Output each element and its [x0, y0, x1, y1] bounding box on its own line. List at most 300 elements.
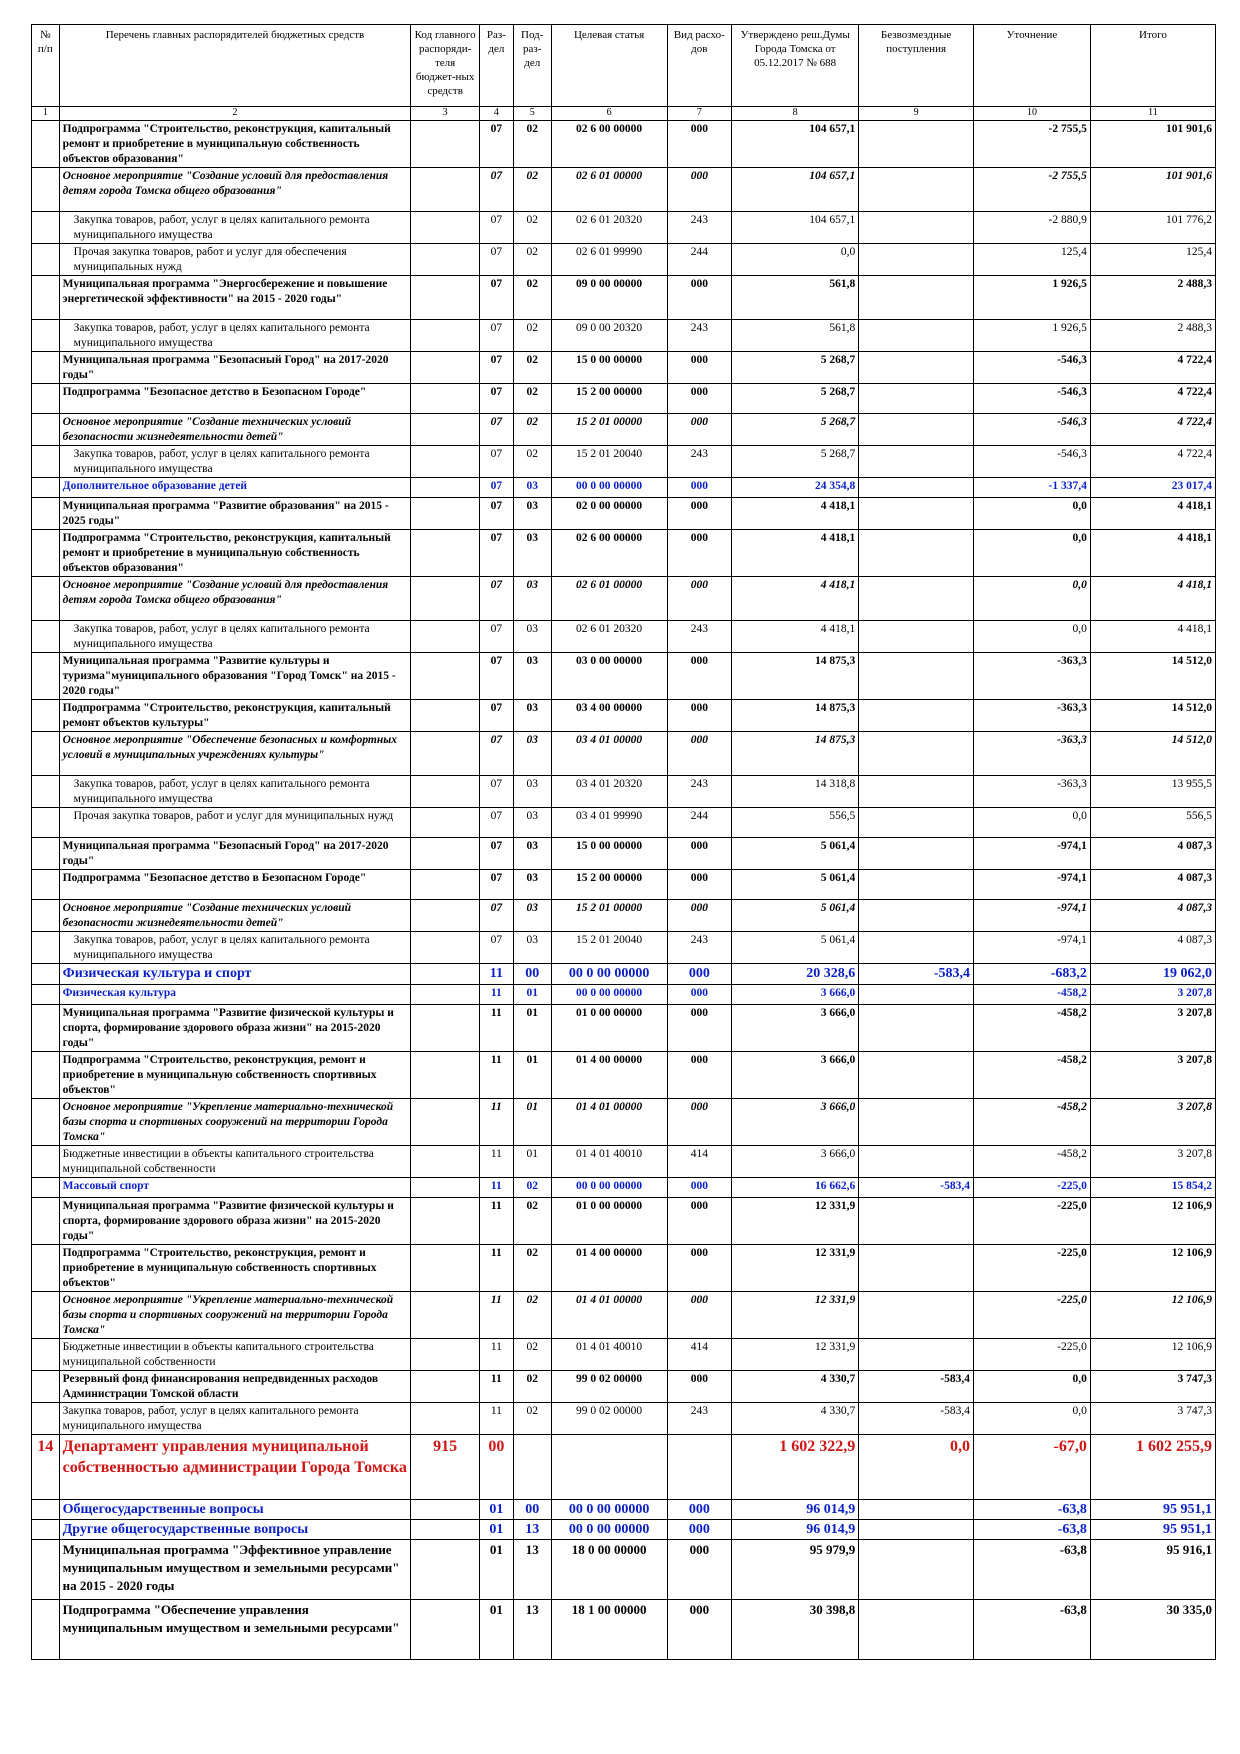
- row-number: [32, 121, 60, 168]
- row-target-article: 09 0 00 20320: [551, 320, 667, 352]
- row-expense-type: 000: [667, 1099, 732, 1146]
- row-approved: 3 666,0: [732, 985, 859, 1005]
- row-name: Подпрограмма "Строительство, реконструкция, ремонт и приобретение в муниципальную собственность спортивных объектов": [59, 1245, 411, 1292]
- row-podrazdel: 13: [513, 1540, 551, 1600]
- row-razdel: 07: [479, 168, 513, 212]
- row-expense-type: [667, 1435, 732, 1500]
- row-name: Основное мероприятие "Обеспечение безопасных и комфортных условий в муниципальных учреждениях культуры": [59, 732, 411, 776]
- row-itogo: 14 512,0: [1090, 653, 1215, 700]
- row-name: Общегосударственные вопросы: [59, 1500, 411, 1520]
- row-utochnenie: -225,0: [974, 1292, 1091, 1339]
- row-bezvozmezdnye: [859, 212, 974, 244]
- row-bezvozmezdnye: [859, 121, 974, 168]
- row-expense-type: 000: [667, 1540, 732, 1600]
- row-expense-type: 000: [667, 870, 732, 900]
- row-number: [32, 276, 60, 320]
- row-utochnenie: -458,2: [974, 1052, 1091, 1099]
- row-target-article: 03 4 01 99990: [551, 808, 667, 838]
- row-utochnenie: -974,1: [974, 932, 1091, 964]
- row-expense-type: 000: [667, 964, 732, 985]
- row-name: Муниципальная программа "Развитие образования" на 2015 - 2025 годы": [59, 498, 411, 530]
- row-razdel: 07: [479, 384, 513, 414]
- row-number: [32, 870, 60, 900]
- row-code: [411, 1198, 480, 1245]
- row-approved: 104 657,1: [732, 212, 859, 244]
- row-approved: 5 061,4: [732, 900, 859, 932]
- column-number: 4: [479, 107, 513, 121]
- row-razdel: 07: [479, 276, 513, 320]
- row-name: Закупка товаров, работ, услуг в целях капитального ремонта муниципального имущества: [59, 320, 411, 352]
- row-itogo: 4 722,4: [1090, 446, 1215, 478]
- row-code: 915: [411, 1435, 480, 1500]
- row-razdel: 07: [479, 900, 513, 932]
- row-target-article: 02 6 01 99990: [551, 244, 667, 276]
- row-approved: 12 331,9: [732, 1292, 859, 1339]
- row-utochnenie: 0,0: [974, 498, 1091, 530]
- row-expense-type: 243: [667, 446, 732, 478]
- row-itogo: 101 901,6: [1090, 168, 1215, 212]
- row-approved: 14 318,8: [732, 776, 859, 808]
- row-utochnenie: -546,3: [974, 384, 1091, 414]
- row-itogo: 13 955,5: [1090, 776, 1215, 808]
- row-podrazdel: 03: [513, 808, 551, 838]
- row-name: Подпрограмма "Строительство, реконструкция, капитальный ремонт объектов культуры": [59, 700, 411, 732]
- row-bezvozmezdnye: [859, 320, 974, 352]
- row-bezvozmezdnye: [859, 577, 974, 621]
- row-podrazdel: 03: [513, 478, 551, 498]
- row-itogo: 3 207,8: [1090, 1146, 1215, 1178]
- row-podrazdel: 02: [513, 1292, 551, 1339]
- row-itogo: 23 017,4: [1090, 478, 1215, 498]
- row-bezvozmezdnye: -583,4: [859, 964, 974, 985]
- row-expense-type: 000: [667, 352, 732, 384]
- row-utochnenie: -2 755,5: [974, 168, 1091, 212]
- row-itogo: 2 488,3: [1090, 276, 1215, 320]
- row-name: Муниципальная программа "Эффективное управление муниципальным имуществом и земельными ресурсами" на 2015 - 2020 годы: [59, 1540, 411, 1600]
- row-approved: 104 657,1: [732, 121, 859, 168]
- row-approved: 5 061,4: [732, 870, 859, 900]
- row-name: Физическая культура и спорт: [59, 964, 411, 985]
- row-target-article: 01 0 00 00000: [551, 1005, 667, 1052]
- row-bezvozmezdnye: [859, 1520, 974, 1540]
- row-target-article: 00 0 00 00000: [551, 1500, 667, 1520]
- row-target-article: 09 0 00 00000: [551, 276, 667, 320]
- row-utochnenie: -2 755,5: [974, 121, 1091, 168]
- row-expense-type: 000: [667, 1178, 732, 1198]
- row-itogo: 14 512,0: [1090, 700, 1215, 732]
- table-row: [32, 244, 1216, 276]
- row-bezvozmezdnye: [859, 1005, 974, 1052]
- row-code: [411, 1052, 480, 1099]
- row-code: [411, 1500, 480, 1520]
- row-utochnenie: 0,0: [974, 577, 1091, 621]
- row-code: [411, 1245, 480, 1292]
- row-number: [32, 244, 60, 276]
- row-name: Основное мероприятие "Укрепление материально-технической базы спорта и спортивных сооружений на территории Города Томска": [59, 1099, 411, 1146]
- row-bezvozmezdnye: [859, 621, 974, 653]
- row-expense-type: 414: [667, 1146, 732, 1178]
- column-number: 2: [59, 107, 411, 121]
- row-utochnenie: 0,0: [974, 808, 1091, 838]
- row-itogo: 14 512,0: [1090, 732, 1215, 776]
- row-utochnenie: -225,0: [974, 1198, 1091, 1245]
- row-itogo: 3 207,8: [1090, 1099, 1215, 1146]
- row-code: [411, 900, 480, 932]
- row-target-article: 00 0 00 00000: [551, 1178, 667, 1198]
- row-target-article: 02 6 01 00000: [551, 168, 667, 212]
- table-row: [32, 1005, 1216, 1052]
- row-expense-type: 244: [667, 244, 732, 276]
- column-number-row: [32, 107, 1216, 121]
- row-expense-type: 000: [667, 700, 732, 732]
- row-number: [32, 1245, 60, 1292]
- row-number: [32, 446, 60, 478]
- table-row: [32, 1371, 1216, 1403]
- row-bezvozmezdnye: -583,4: [859, 1371, 974, 1403]
- row-number: 14: [32, 1435, 60, 1500]
- row-target-article: 15 2 00 00000: [551, 384, 667, 414]
- row-code: [411, 1371, 480, 1403]
- row-podrazdel: 13: [513, 1520, 551, 1540]
- header-row: [32, 25, 1216, 107]
- table-row: [32, 932, 1216, 964]
- row-razdel: 11: [479, 1146, 513, 1178]
- row-itogo: 4 087,3: [1090, 900, 1215, 932]
- row-code: [411, 352, 480, 384]
- row-razdel: 11: [479, 1339, 513, 1371]
- row-name: Муниципальная программа "Энергосбережение и повышение энергетической эффективности" на 2015 - 2020 годы": [59, 276, 411, 320]
- row-expense-type: 000: [667, 1520, 732, 1540]
- row-number: [32, 1198, 60, 1245]
- table-row: [32, 776, 1216, 808]
- row-expense-type: 000: [667, 1198, 732, 1245]
- row-podrazdel: 00: [513, 1500, 551, 1520]
- row-podrazdel: 00: [513, 964, 551, 985]
- budget-table: [31, 24, 1216, 1660]
- row-expense-type: 243: [667, 1403, 732, 1435]
- row-approved: 556,5: [732, 808, 859, 838]
- row-bezvozmezdnye: [859, 1099, 974, 1146]
- row-itogo: 4 087,3: [1090, 932, 1215, 964]
- row-name: Массовый спорт: [59, 1178, 411, 1198]
- row-approved: 5 268,7: [732, 446, 859, 478]
- row-expense-type: 000: [667, 900, 732, 932]
- row-approved: 5 061,4: [732, 838, 859, 870]
- table-row: [32, 1178, 1216, 1198]
- row-number: [32, 1540, 60, 1600]
- row-bezvozmezdnye: [859, 1500, 974, 1520]
- row-number: [32, 1146, 60, 1178]
- row-code: [411, 212, 480, 244]
- row-podrazdel: 03: [513, 900, 551, 932]
- row-bezvozmezdnye: [859, 414, 974, 446]
- table-row: [32, 530, 1216, 577]
- row-podrazdel: 02: [513, 414, 551, 446]
- row-utochnenie: -63,8: [974, 1500, 1091, 1520]
- row-name: Подпрограмма "Безопасное детство в Безопасном Городе": [59, 870, 411, 900]
- column-number: 3: [411, 107, 480, 121]
- row-name: Основное мероприятие "Создание технических условий безопасности жизнедеятельности детей": [59, 414, 411, 446]
- row-expense-type: 243: [667, 320, 732, 352]
- row-code: [411, 276, 480, 320]
- table-row: [32, 577, 1216, 621]
- row-number: [32, 1099, 60, 1146]
- column-number: 8: [732, 107, 859, 121]
- row-target-article: 01 4 01 40010: [551, 1146, 667, 1178]
- row-target-article: 01 4 00 00000: [551, 1052, 667, 1099]
- row-target-article: 02 6 01 20320: [551, 621, 667, 653]
- row-approved: 5 061,4: [732, 932, 859, 964]
- row-name: Подпрограмма "Строительство, реконструкция, ремонт и приобретение в муниципальную собственность спортивных объектов": [59, 1052, 411, 1099]
- row-name: Другие общегосударственные вопросы: [59, 1520, 411, 1540]
- row-podrazdel: 02: [513, 168, 551, 212]
- row-bezvozmezdnye: [859, 870, 974, 900]
- row-razdel: 11: [479, 1292, 513, 1339]
- table-row: [32, 1600, 1216, 1660]
- row-expense-type: 000: [667, 1292, 732, 1339]
- row-code: [411, 808, 480, 838]
- row-target-article: 18 0 00 00000: [551, 1540, 667, 1600]
- row-approved: 16 662,6: [732, 1178, 859, 1198]
- row-code: [411, 121, 480, 168]
- row-bezvozmezdnye: [859, 932, 974, 964]
- column-number: 10: [974, 107, 1091, 121]
- header-itogo: Итого: [1090, 25, 1215, 107]
- row-code: [411, 1540, 480, 1600]
- row-podrazdel: 02: [513, 212, 551, 244]
- row-razdel: 01: [479, 1600, 513, 1660]
- table-row: [32, 985, 1216, 1005]
- table-row: [32, 1435, 1216, 1500]
- row-itogo: 12 106,9: [1090, 1292, 1215, 1339]
- row-razdel: 07: [479, 870, 513, 900]
- row-podrazdel: 02: [513, 1178, 551, 1198]
- row-itogo: 4 722,4: [1090, 414, 1215, 446]
- row-expense-type: 000: [667, 1371, 732, 1403]
- row-target-article: 03 4 00 00000: [551, 700, 667, 732]
- row-number: [32, 1178, 60, 1198]
- row-target-article: 15 2 01 20040: [551, 932, 667, 964]
- row-name: Закупка товаров, работ, услуг в целях капитального ремонта муниципального имущества: [59, 932, 411, 964]
- row-razdel: 01: [479, 1520, 513, 1540]
- row-approved: 3 666,0: [732, 1099, 859, 1146]
- row-target-article: 00 0 00 00000: [551, 985, 667, 1005]
- row-razdel: 11: [479, 985, 513, 1005]
- row-number: [32, 384, 60, 414]
- row-code: [411, 577, 480, 621]
- row-utochnenie: -2 880,9: [974, 212, 1091, 244]
- row-podrazdel: 03: [513, 838, 551, 870]
- row-name: Муниципальная программа "Безопасный Город" на 2017-2020 годы": [59, 352, 411, 384]
- row-number: [32, 212, 60, 244]
- table-row: [32, 320, 1216, 352]
- row-name: Дополнительное образование детей: [59, 478, 411, 498]
- row-razdel: 07: [479, 932, 513, 964]
- table-row: [32, 168, 1216, 212]
- row-razdel: 11: [479, 1178, 513, 1198]
- row-name: Основное мероприятие "Создание технических условий безопасности жизнедеятельности детей": [59, 900, 411, 932]
- row-razdel: 07: [479, 212, 513, 244]
- row-target-article: 03 4 01 00000: [551, 732, 667, 776]
- row-target-article: 03 4 01 20320: [551, 776, 667, 808]
- row-name: Закупка товаров, работ, услуг в целях капитального ремонта муниципального имущества: [59, 776, 411, 808]
- row-approved: 95 979,9: [732, 1540, 859, 1600]
- table-row: [32, 352, 1216, 384]
- row-code: [411, 1403, 480, 1435]
- column-number: 5: [513, 107, 551, 121]
- row-number: [32, 900, 60, 932]
- row-approved: 561,8: [732, 320, 859, 352]
- row-code: [411, 1005, 480, 1052]
- row-number: [32, 1005, 60, 1052]
- row-bezvozmezdnye: [859, 808, 974, 838]
- row-target-article: 15 2 01 20040: [551, 446, 667, 478]
- row-bezvozmezdnye: [859, 1292, 974, 1339]
- row-podrazdel: 03: [513, 621, 551, 653]
- row-razdel: 11: [479, 1245, 513, 1292]
- header-tselevaya: Целевая статья: [551, 25, 667, 107]
- row-number: [32, 653, 60, 700]
- row-target-article: 00 0 00 00000: [551, 964, 667, 985]
- header-name: Перечень главных распорядителей бюджетных средств: [59, 25, 411, 107]
- row-itogo: 101 901,6: [1090, 121, 1215, 168]
- row-code: [411, 1292, 480, 1339]
- row-expense-type: 000: [667, 732, 732, 776]
- row-expense-type: 000: [667, 276, 732, 320]
- row-code: [411, 384, 480, 414]
- row-bezvozmezdnye: [859, 530, 974, 577]
- row-razdel: 11: [479, 964, 513, 985]
- row-bezvozmezdnye: [859, 244, 974, 276]
- row-name: Департамент управления муниципальной собственностью администрации Города Томска: [59, 1435, 411, 1500]
- row-approved: 14 875,3: [732, 732, 859, 776]
- header-razdel: Раз-дел: [479, 25, 513, 107]
- row-bezvozmezdnye: -583,4: [859, 1403, 974, 1435]
- header-utochnenie: Уточнение: [974, 25, 1091, 107]
- row-approved: 14 875,3: [732, 653, 859, 700]
- row-itogo: 4 418,1: [1090, 621, 1215, 653]
- row-code: [411, 870, 480, 900]
- row-podrazdel: 13: [513, 1600, 551, 1660]
- row-approved: 5 268,7: [732, 384, 859, 414]
- row-utochnenie: 0,0: [974, 1403, 1091, 1435]
- row-utochnenie: -225,0: [974, 1178, 1091, 1198]
- table-row: [32, 621, 1216, 653]
- row-expense-type: 243: [667, 776, 732, 808]
- row-code: [411, 776, 480, 808]
- row-bezvozmezdnye: [859, 1540, 974, 1600]
- table-row: [32, 276, 1216, 320]
- row-expense-type: 000: [667, 498, 732, 530]
- row-itogo: 12 106,9: [1090, 1198, 1215, 1245]
- row-itogo: 3 747,3: [1090, 1403, 1215, 1435]
- row-itogo: 556,5: [1090, 808, 1215, 838]
- column-number: 7: [667, 107, 732, 121]
- row-razdel: 07: [479, 352, 513, 384]
- row-approved: 30 398,8: [732, 1600, 859, 1660]
- table-row: [32, 1403, 1216, 1435]
- row-approved: 561,8: [732, 276, 859, 320]
- row-utochnenie: -363,3: [974, 653, 1091, 700]
- row-utochnenie: -63,8: [974, 1600, 1091, 1660]
- row-razdel: 07: [479, 446, 513, 478]
- row-itogo: 95 951,1: [1090, 1520, 1215, 1540]
- row-itogo: 1 602 255,9: [1090, 1435, 1215, 1500]
- row-number: [32, 1292, 60, 1339]
- table-row: [32, 1146, 1216, 1178]
- table-row: [32, 870, 1216, 900]
- row-code: [411, 530, 480, 577]
- row-target-article: 15 2 01 00000: [551, 900, 667, 932]
- row-number: [32, 414, 60, 446]
- row-target-article: 18 1 00 00000: [551, 1600, 667, 1660]
- row-utochnenie: 0,0: [974, 621, 1091, 653]
- row-approved: 4 330,7: [732, 1403, 859, 1435]
- row-number: [32, 530, 60, 577]
- row-podrazdel: 02: [513, 276, 551, 320]
- row-name: Основное мероприятие "Создание условий для предоставления детям города Томска общего образования": [59, 168, 411, 212]
- row-code: [411, 838, 480, 870]
- row-podrazdel: 02: [513, 1245, 551, 1292]
- row-approved: 4 418,1: [732, 498, 859, 530]
- row-number: [32, 1500, 60, 1520]
- column-number: 11: [1090, 107, 1215, 121]
- row-code: [411, 985, 480, 1005]
- row-razdel: 07: [479, 732, 513, 776]
- row-podrazdel: 03: [513, 732, 551, 776]
- row-itogo: 95 951,1: [1090, 1500, 1215, 1520]
- row-utochnenie: -683,2: [974, 964, 1091, 985]
- row-approved: 4 418,1: [732, 577, 859, 621]
- row-name: Основное мероприятие "Укрепление материально-технической базы спорта и спортивных сооружений на территории Города Томска": [59, 1292, 411, 1339]
- row-code: [411, 1146, 480, 1178]
- row-target-article: 00 0 00 00000: [551, 1520, 667, 1540]
- row-number: [32, 964, 60, 985]
- row-utochnenie: -546,3: [974, 414, 1091, 446]
- row-name: Подпрограмма "Безопасное детство в Безопасном Городе": [59, 384, 411, 414]
- row-approved: 5 268,7: [732, 352, 859, 384]
- row-utochnenie: 0,0: [974, 530, 1091, 577]
- row-approved: 1 602 322,9: [732, 1435, 859, 1500]
- table-row: [32, 808, 1216, 838]
- row-name: Муниципальная программа "Развитие физической культуры и спорта, формирование здорового образа жизни" на 2015-2020 годы": [59, 1198, 411, 1245]
- row-target-article: 02 6 01 20320: [551, 212, 667, 244]
- row-razdel: 07: [479, 498, 513, 530]
- row-utochnenie: -974,1: [974, 900, 1091, 932]
- row-approved: 3 666,0: [732, 1052, 859, 1099]
- row-number: [32, 732, 60, 776]
- row-utochnenie: 0,0: [974, 1371, 1091, 1403]
- row-bezvozmezdnye: [859, 1600, 974, 1660]
- row-expense-type: 000: [667, 121, 732, 168]
- table-row: [32, 964, 1216, 985]
- row-razdel: 11: [479, 1403, 513, 1435]
- row-approved: 12 331,9: [732, 1339, 859, 1371]
- row-code: [411, 1099, 480, 1146]
- row-bezvozmezdnye: [859, 1339, 974, 1371]
- row-target-article: 02 6 01 00000: [551, 577, 667, 621]
- row-bezvozmezdnye: [859, 352, 974, 384]
- row-podrazdel: 02: [513, 121, 551, 168]
- row-razdel: 07: [479, 244, 513, 276]
- table-row: [32, 900, 1216, 932]
- row-razdel: 07: [479, 776, 513, 808]
- row-code: [411, 446, 480, 478]
- row-utochnenie: -458,2: [974, 1099, 1091, 1146]
- row-podrazdel: 01: [513, 1146, 551, 1178]
- row-number: [32, 1520, 60, 1540]
- row-bezvozmezdnye: [859, 1052, 974, 1099]
